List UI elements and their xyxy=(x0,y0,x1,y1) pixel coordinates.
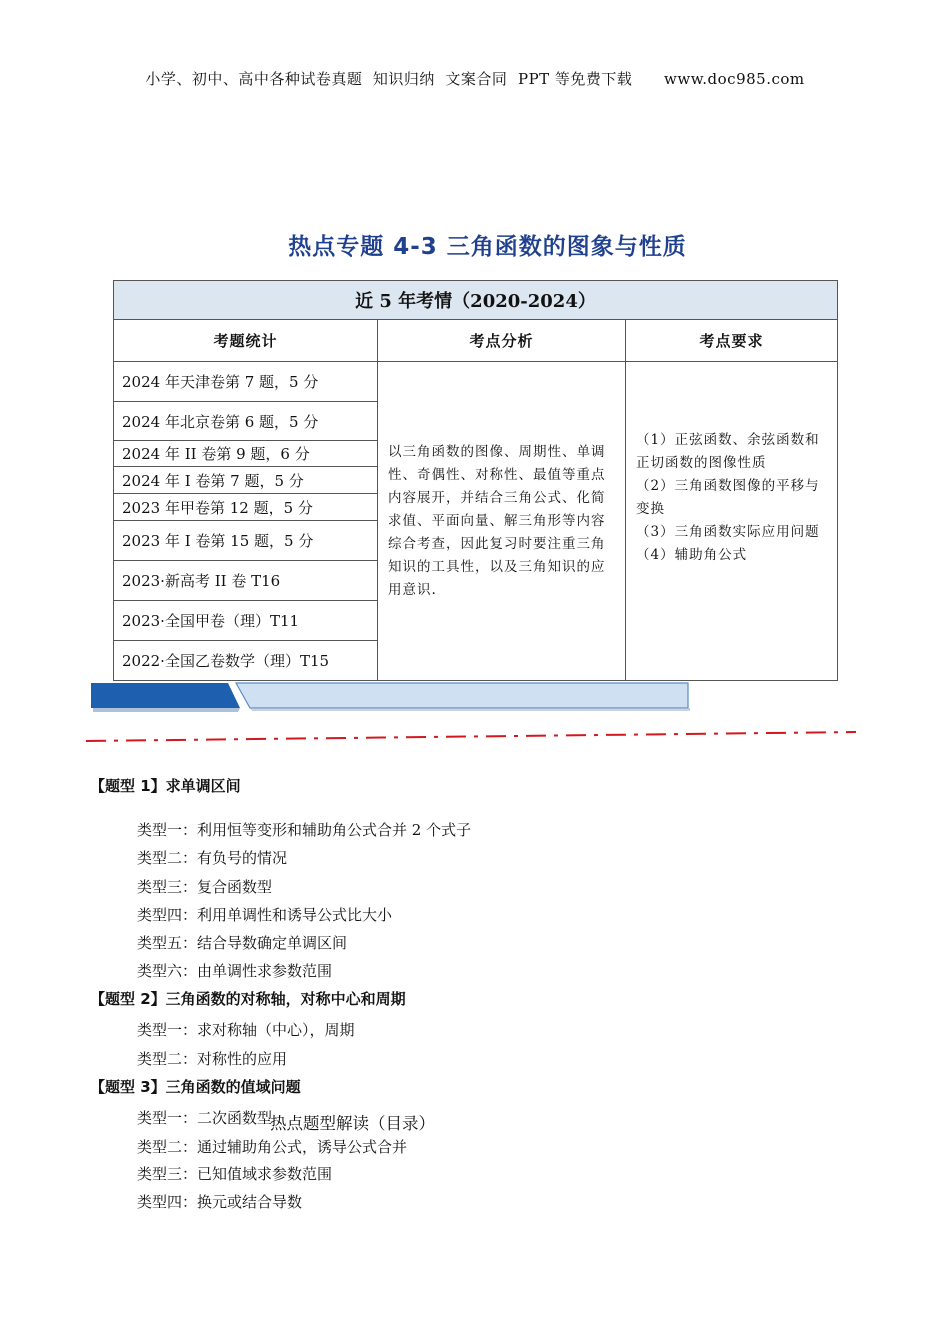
requirement-item: （2）三角函数图像的平移与变换 xyxy=(636,478,820,517)
list-item: 类型五：结合导数确定单调区间 xyxy=(137,934,348,952)
section-heading: 【题型 3】三角函数的值域问题 xyxy=(90,1078,301,1096)
analysis-text: 以三角函数的图像、周期性、单调性、奇偶性、对称性、最值等重点内容展开，并结合三角公式、化简求值、平面向量、解三角形等内容综合考查，因此复习时要注重三角知识的工具性，以及三角知识的应用意识. xyxy=(378,362,626,681)
list-item: 类型二：有负号的情况 xyxy=(137,849,288,867)
stat-row: 2023·新高考 II 卷 T16 xyxy=(114,561,378,601)
list-item: 类型三：复合函数型 xyxy=(137,878,273,896)
column-header-analysis: 考点分析 xyxy=(378,320,626,362)
exam-stats-table xyxy=(113,280,838,681)
stat-row: 2023·全国甲卷（理）T11 xyxy=(114,601,378,641)
requirements-cell xyxy=(626,362,838,681)
list-item: 类型二：通过辅助角公式，诱导公式合并 xyxy=(137,1138,408,1156)
section-heading: 【题型 2】三角函数的对称轴，对称中心和周期 xyxy=(90,990,406,1008)
dash-dot-divider xyxy=(86,730,861,744)
stat-row: 2022·全国乙卷数学（理）T15 xyxy=(114,641,378,681)
table-caption: 近 5 年考情（2020-2024） xyxy=(114,281,838,320)
stat-row: 2024 年天津卷第 7 题，5 分 xyxy=(114,362,378,402)
list-item: 类型三：已知值域求参数范围 xyxy=(137,1165,333,1183)
list-item: 类型一：利用恒等变形和辅助角公式合并 2 个式子 xyxy=(137,821,472,839)
stat-row: 2024 年北京卷第 6 题，5 分 xyxy=(114,402,378,441)
requirement-item: （1）正弦函数、余弦函数和正切函数的图像性质 xyxy=(636,432,820,471)
requirement-item: （4）辅助角公式 xyxy=(636,547,748,563)
list-item: 类型一：二次函数型 xyxy=(137,1109,273,1127)
list-item: 类型一：求对称轴（中心），周期 xyxy=(137,1021,355,1039)
header-note: 小学、初中、高中各种试卷真题 知识归纳 文案合同 PPT 等免费下载 www.doc985.com xyxy=(145,70,805,88)
requirement-item: （3）三角函数实际应用问题 xyxy=(636,524,820,540)
section-heading: 【题型 1】求单调区间 xyxy=(90,777,241,795)
stat-row: 2024 年 I 卷第 7 题，5 分 xyxy=(114,467,378,494)
section-ribbon xyxy=(88,680,698,716)
page-title: 热点专题 4-3 三角函数的图象与性质 xyxy=(288,234,687,260)
column-header-requirements: 考点要求 xyxy=(626,320,838,362)
list-item: 类型二：对称性的应用 xyxy=(137,1050,288,1068)
stat-row: 2023 年 I 卷第 15 题，5 分 xyxy=(114,521,378,561)
toc-overlay-label: 热点题型解读（目录） xyxy=(270,1114,435,1133)
stat-row: 2023 年甲卷第 12 题，5 分 xyxy=(114,494,378,521)
column-header-stats: 考题统计 xyxy=(114,320,378,362)
list-item: 类型六：由单调性求参数范围 xyxy=(137,962,333,980)
stat-row: 2024 年 II 卷第 9 题，6 分 xyxy=(114,441,378,467)
list-item: 类型四：换元或结合导数 xyxy=(137,1193,303,1211)
list-item: 类型四：利用单调性和诱导公式比大小 xyxy=(137,906,393,924)
